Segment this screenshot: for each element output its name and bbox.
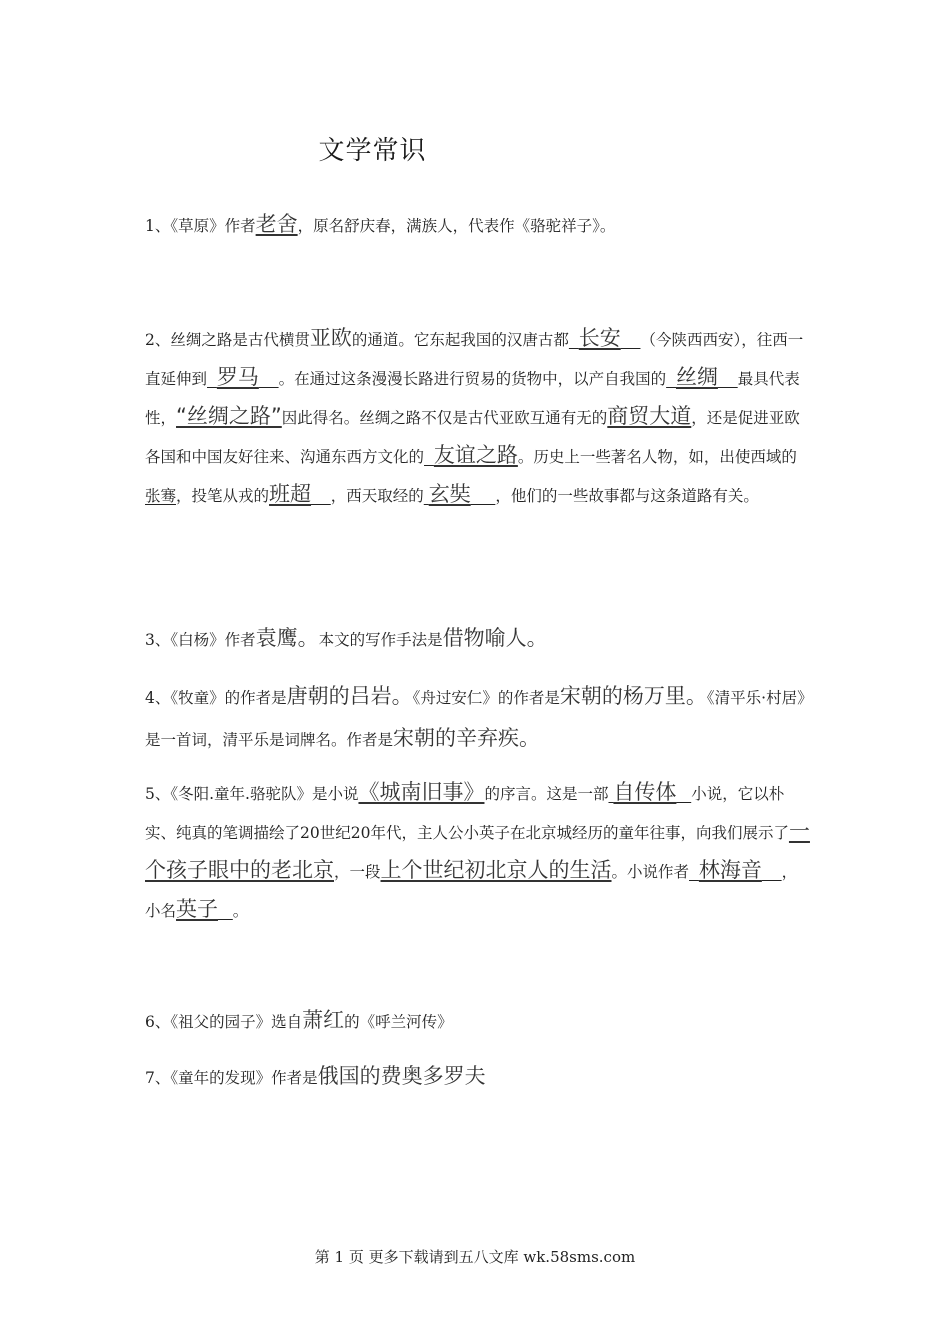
answer-sichouzhilu: “丝绸之路”: [176, 404, 282, 428]
item-6: [145, 1004, 810, 1038]
item-4: [145, 676, 810, 760]
answer-feiaoduoluofu: 俄国的费奥多罗夫: [317, 1064, 486, 1088]
item-1: [145, 208, 810, 242]
blank-underline: [259, 370, 279, 388]
blank-underline: [689, 863, 699, 881]
item-2-text-f: 因此得名。丝绸之路不仅是古代亚欧互通有无的: [281, 409, 608, 427]
answer-xiaohong: 萧红: [302, 1008, 345, 1032]
item-2-text-j: ，西天取经的: [330, 487, 424, 505]
item-2-text-i: ，投笔从戎的: [176, 487, 270, 505]
answer-jiewu-yuren: 借物喻人。: [442, 626, 548, 650]
blank-underline: [311, 487, 331, 505]
item-2-text-g: ，还是促进亚欧各国和中国友好往来、沟通东西方文化的: [145, 409, 800, 466]
answer-lao-beijing: 一个孩子眼中的老北京: [145, 819, 810, 882]
item-7: [145, 1058, 810, 1096]
item-3-text-b: 本文的写作手法是: [318, 631, 443, 649]
answer-zizhuanti: 自传体: [613, 780, 677, 804]
answer-yuanying: 袁鹰。: [255, 626, 319, 650]
blank-underline: [207, 370, 217, 388]
item-5-text-a: 5、《冬阳.童年.骆驼队》是小说: [145, 785, 359, 803]
item-6-text-b: 的《呼兰河传》: [344, 1013, 453, 1031]
item-1-text-b: ，原名舒庆春，满族人，代表作《骆驼祥子》。: [297, 217, 616, 235]
blank-underline: [762, 863, 782, 881]
page-title: 文学常识: [318, 136, 427, 166]
answer-changan: 长安: [578, 326, 621, 350]
blank-underline: [676, 785, 691, 803]
item-2-text-d: 。在通过这条漫漫长路进行贸易的货物中，以产自我国的: [278, 370, 667, 388]
answer-xinqiji: 宋朝的辛弃疾。: [393, 726, 541, 750]
answer-laoshe: 老舍: [255, 212, 298, 236]
item-2-text-e: 最具代表性，: [145, 370, 800, 427]
answer-linhaiyin: 林海音: [698, 858, 762, 882]
item-2-text-b: 的通道。它东起我国的汉唐古都: [351, 331, 569, 349]
answer-yangwanli: 宋朝的杨万里。: [559, 684, 707, 708]
item-5-text-e: 。小说作者: [611, 863, 690, 881]
answer-luoma: 罗马: [216, 365, 259, 389]
item-3-text-a: 3、《白杨》作者: [145, 631, 256, 649]
answer-zhangqian: 张骞: [145, 487, 177, 505]
item-5-text-b: 的序言。这是一部: [484, 785, 609, 803]
page-footer: 第 1 页 更多下载请到五八文库 wk.58sms.com: [314, 1248, 636, 1266]
answer-sichou: 丝绸: [675, 365, 718, 389]
blank-underline: [666, 370, 676, 388]
answer-yaou: 亚欧: [309, 326, 352, 350]
item-4-text-b: 《舟过安仁》的作者是: [412, 689, 560, 707]
item-5: [145, 774, 810, 930]
item-3: [145, 622, 810, 656]
item-6-text-a: 6、《祖父的园子》选自: [145, 1013, 303, 1031]
item-2-text-k: ，他们的一些故事都与这条道路有关。: [495, 487, 759, 505]
item-7-text-a: 7、《童年的发现》作者是: [145, 1069, 318, 1087]
answer-chengnan-jiushi: 《城南旧事》: [358, 780, 485, 804]
item-5-text-d: ，一段: [334, 863, 381, 881]
answer-xuanzang: 玄奘: [428, 482, 471, 506]
answer-shangmao-dadao: 商贸大道: [607, 404, 692, 428]
blank-underline: [621, 331, 641, 349]
item-2: [145, 320, 810, 515]
answer-yingzi: 英子: [176, 897, 219, 921]
blank-underline: [471, 487, 496, 505]
blank-underline: [718, 370, 738, 388]
blank-underline: [424, 448, 434, 466]
item-2-text-a: 2、丝绸之路是古代横贯: [145, 331, 310, 349]
item-5-text-f: ，小名: [145, 863, 798, 920]
item-2-text-h: 。历史上一些著名人物，如，出使西域的: [517, 448, 797, 466]
item-4-text-c: 《清平乐·村居》是一首词，清平乐是词牌名。作者是: [145, 689, 805, 749]
item-5-text-c: 小说，它以朴实、纯真的笔调描绘了20世纪20年代，主人公小英子在北京城经历的童年往事，向我们展示了: [145, 785, 789, 842]
item-5-text-g: 。: [232, 902, 249, 920]
answer-youyi-zhilu: 友谊之路: [433, 443, 518, 467]
blank-underline: [569, 331, 579, 349]
answer-beijingren-shenghuo: 上个世纪初北京人的生活: [380, 858, 612, 882]
item-1-text-a: 1、《草原》作者: [145, 217, 256, 235]
answer-banchao: 班超: [269, 482, 312, 506]
item-4-text-a: 4、《牧童》的作者是: [145, 689, 287, 707]
answer-lvyan: 唐朝的吕岩。: [286, 684, 413, 708]
item-2-text-c: （今陕西西安），往西一直延伸到: [145, 331, 804, 388]
blank-underline: [218, 902, 233, 920]
